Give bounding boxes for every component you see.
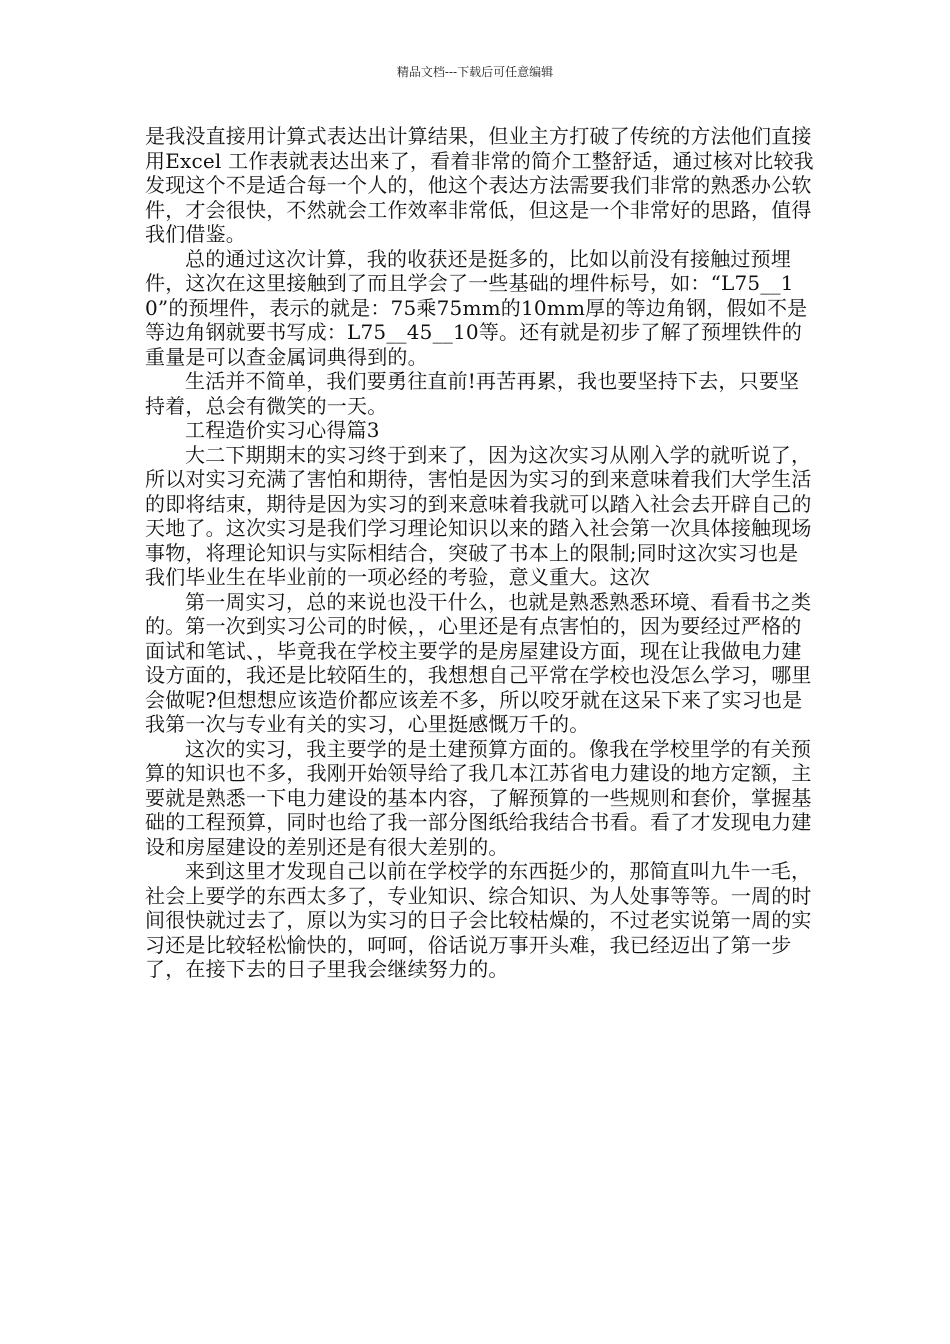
paragraph-continuation: 是我没直接用计算式表达出计算结果，但业主方打破了传统的方法他们直接用Excel 工作表就表达出来了，看着非常的简介工整舒适，通过核对比较我发现这个不是适合每一个人的，他这个表达方法需要我们非常的熟悉办公软件，才会很快，不然就会工作效率非常低，但这是一个非常好的思路，值得我们借鉴。 — [145, 124, 814, 246]
page-header: 精品文档---下载后可任意编辑 — [396, 65, 554, 79]
paragraph-budget-study: 这次的实习，我主要学的是土建预算方面的。像我在学校里学的有关预算的知识也不多，我刚开始领导给了我几本江苏省电力建设的地方定额，主要就是熟悉一下电力建设的基本内容，了解预算的一些规则和套价，掌握基础的工程预算，同时也给了我一部分图纸给我结合书看。看了才发现电力建设和房屋建设的差别还是有很大差别的。 — [145, 736, 812, 859]
paragraph-life-not-simple: 生活并不简单，我们要勇往直前!再苦再累，我也要坚持下去，只要坚持着，总会有微笑的一天。 — [145, 369, 800, 418]
paragraph-internship-arrival: 大二下期期末的实习终于到来了，因为这次实习从刚入学的就听说了，所以对实习充满了害怕和期待，害怕是因为实习的到来意味着我们大学生活的即将结束，期待是因为实习的到来意味着我就可以踏入社会去开辟自己的天地了。这次实习是我们学习理论知识以来的踏入社会第一次具体接触现场事物，将理论知识与实际相结合，突破了书本上的限制;同时这次实习也是我们毕业生在毕业前的一项必经的考验，意义重大。这次 — [145, 442, 812, 589]
paragraph-reflection: 来到这里才发现自己以前在学校学的东西挺少的，那简直叫九牛一毛，社会上要学的东西太多了，专业知识、综合知识、为人处事等等。一周的时间很快就过去了，原以为实习的日子会比较枯燥的，不过老实说第一周的实习还是比较轻松愉快的，呵呵，俗话说万事开头难，我已经迈出了第一步了，在接下去的日子里我会继续努力的。 — [145, 859, 812, 981]
paragraph-first-week: 第一周实习，总的来说也没干什么，也就是熟悉熟悉环境、看看书之类的。第一次到实习公司的时候，，心里还是有点害怕的，因为要经过严格的面试和笔试、，毕竟我在学校主要学的是房屋建设方面，现在让我做电力建设方面的，我还是比较陌生的，我想想自己平常在学校也没怎么学习，哪里会做呢?但想想应该造价都应该差不多，所以咬牙就在这呆下来了实习也是我第一次与专业有关的实习，心里挺感慨万千的。 — [145, 589, 812, 736]
section-heading: 工程造价实习心得篇3 — [185, 418, 380, 442]
document-body — [145, 124, 815, 982]
paragraph-calculation-summary: 总的通过这次计算，我的收获还是挺多的，比如以前没有接触过预埋件，这次在这里接触到了而且学会了一些基础的埋件标号，如：“L75__10”的预埋件，表示的就是：75乘75mm的10mm厚的等边角钢，假如不是等边角钢就要书写成：L75__45__10等。还有就是初步了解了预埋铁件的重量是可以查金属词典得到的。 — [145, 246, 808, 369]
